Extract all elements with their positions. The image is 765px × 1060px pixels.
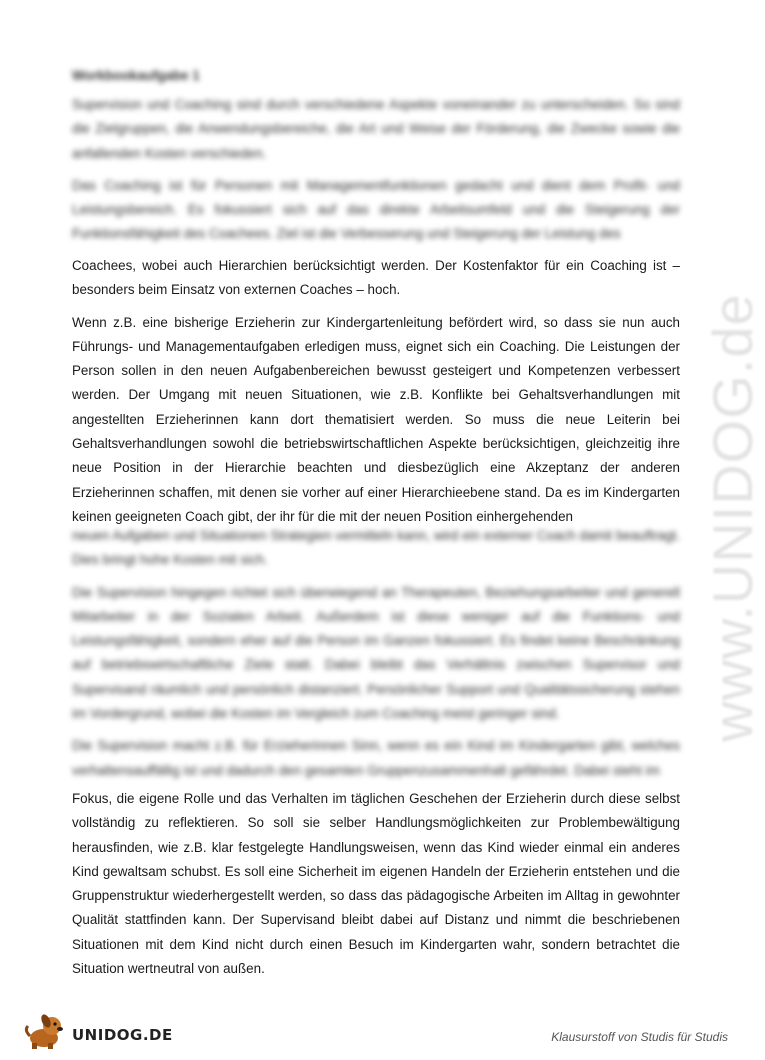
text-block-top — [72, 93, 680, 247]
paragraph-3-continued-blurred: neuen Aufgaben und Situationen Strategien vermitteln kann, wird ein externer Coach damit beauftragt. Dies bringt hohe Kosten mit sich. — [72, 528, 680, 568]
dog-mascot-icon — [22, 1012, 70, 1050]
text-block-bottom — [72, 787, 680, 989]
logo-text: UNIDOG.DE — [72, 1026, 173, 1044]
paragraph-3: Wenn z.B. eine bisherige Erzieherin zur Kindergartenleitung befördert wird, so dass sie nun auch Führungs- und Managementaufgaben erledigen muss, eignet sich ein Coaching. Die Leistungen der Person sollen in den neuen Aufgabenbereichen bewusst gesteigert und Kompetenzen verbessert werden. Der Umgang mit neuen Situationen, wie z.B. Konflikte bei Gehaltsverhandlungen mit angestellten Erzieherinnen kann dort thematisiert werden. So muss die neue Leiterin bei Gehaltsverhandlungen sowohl die betriebswirtschaftlichen Aspekte berücksichtigen, gleichzeitig ihre neue Position in der Hierarchie beachten und diesbezüglich eine Akzeptanz der anderen Erzieherinnen schaffen, mit denen sie vorher auf einer Hierarchieebene stand. Da es im Kindergarten keinen geeigneten Coach gibt, der ihr für die mit der neuen Position einhergehenden — [72, 314, 680, 524]
paragraph-4-blurred: Die Supervision hingegen richtet sich überwiegend an Therapeuten, Beziehungsarbeiter und generell Mitarbeiter in der Sozialen Arbeit. Außerdem ist diese weniger auf die Funktions- und Leistungsfähigkeit, sondern eher auf die Person im Ganzen fokussiert. Es findet keine Beschränkung auf betriebswirtschaftliche Ziele statt. Dabei bleibt das Verhältnis zwischen Supervisor und Supervisand räumlich und persönlich distanziert. Persönlicher Support und Qualitätssicherung stehen im Vordergrund, wobei die Kosten im Vergleich zum Coaching meist geringer sind. — [72, 584, 680, 722]
footer-tagline: Klausurstoff von Studis für Studis — [551, 1030, 728, 1044]
paragraph-2-continued: Coachees, wobei auch Hierarchien berücksichtigt werden. Der Kostenfaktor für ein Coaching ist – besonders beim Einsatz von externen Coaches – hoch. — [72, 258, 680, 298]
document-title: Workbookaufgabe 1 — [72, 68, 200, 83]
paragraph-5-continued: Fokus, die eigene Rolle und das Verhalten im täglichen Geschehen der Erzieherin durch diese selbst vollständig zu reflektieren. So soll sie selber Handlungsmöglichkeiten zur Problembewältigung herausfinden, wie z.B. klar festgelegte Handlungsweisen, wenn das Kind wieder einmal ein anderes Kind gewaltsam schubst. Es soll eine Sicherheit im eigenen Handeln der Erzieherin entstehen und die Gruppenstruktur wiederhergestellt werden, so dass das pädagogische Arbeiten im Alltag in gewohnter Qualität stattfinden kann. Der Supervisand bleibt dabei auf Distanz und nimmt die beschriebenen Situationen mit dem Kind nicht durch einen Besuch im Kindergarten wahr, sondern betrachtet die Situation wertneutral von außen. — [72, 791, 680, 977]
watermark: www.UNIDOG.de — [701, 293, 764, 742]
text-block-blurred-middle — [72, 524, 680, 783]
unidog-logo[interactable] — [22, 1012, 172, 1050]
paragraph-1-blurred: Supervision und Coaching sind durch verschiedene Aspekte voneinander zu unterscheiden. So sind die Zielgruppen, die Anwendungsbereiche, die Art und Weise der Förderung, die Zwecke sowie die anfallenden Kosten verschieden. — [72, 97, 680, 161]
paragraph-2-blurred: Das Coaching ist für Personen mit Managementfunktionen gedacht und dient dem Profit- und Leistungsbereich. Es fokussiert sich auf das direkte Arbeitsumfeld und die Steigerung der Funktionsfähigkeit des Coachees. Ziel ist die Verbesserung und Steigerung der Leistung des — [72, 177, 680, 242]
paragraph-5-blurred: Die Supervision macht z.B. für Erzieherinnen Sinn, wenn es ein Kind im Kindergarten gibt, welches verhaltensauffällig ist und dadurch den gesamten Gruppenzusammenhalt gefährdet. Dabei steht im — [72, 738, 680, 778]
text-block-middle — [72, 254, 680, 529]
